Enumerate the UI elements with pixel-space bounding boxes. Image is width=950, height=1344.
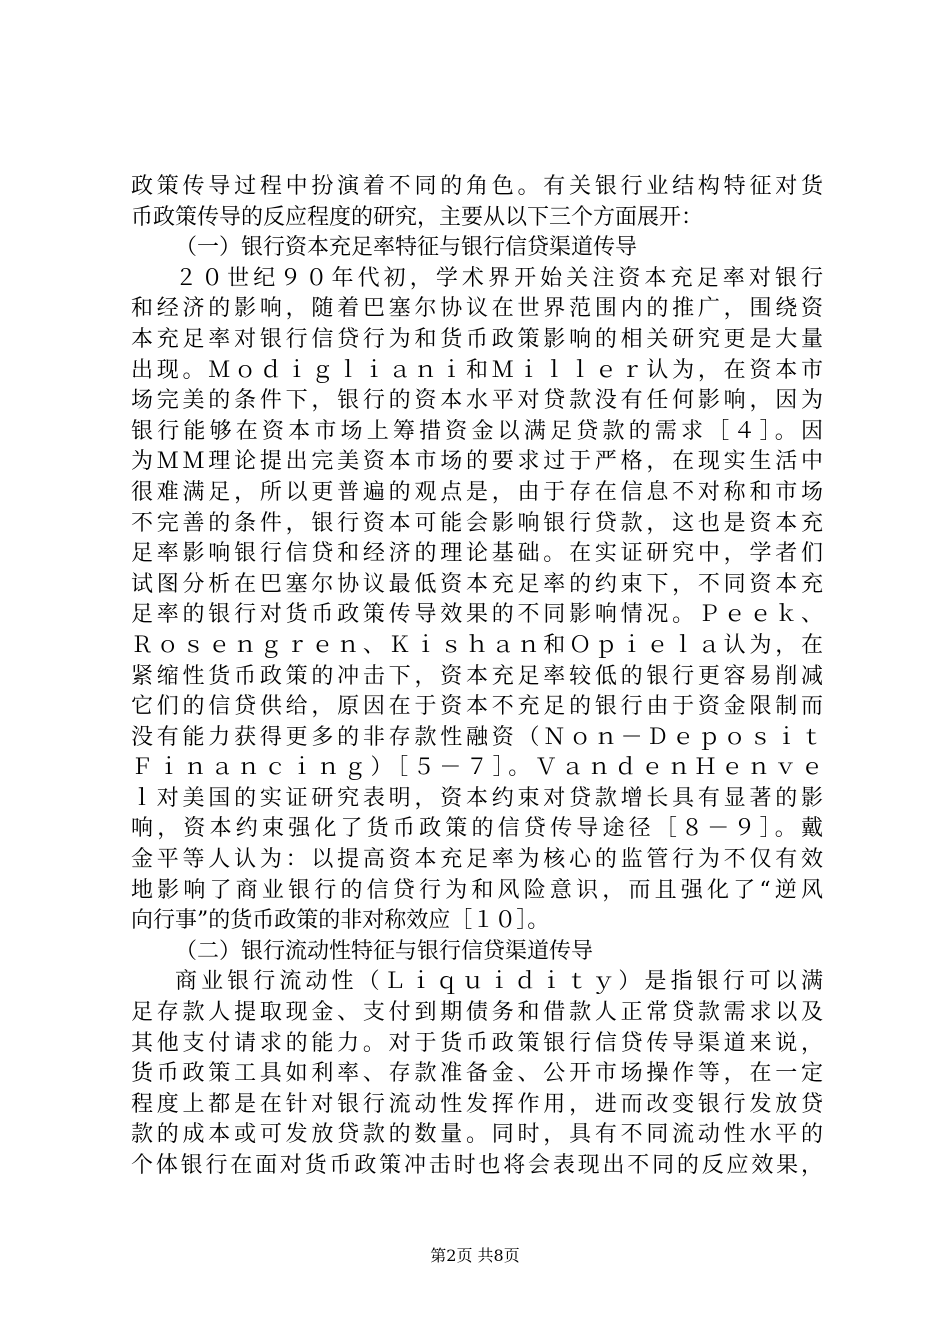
text-line: 其他支付请求的能力。对于货币政策银行信贷传导渠道来说， bbox=[131, 1030, 823, 1056]
text-line: （一）银行资本充足率特征与银行信贷渠道传导 bbox=[175, 235, 638, 261]
text-line: 它们的信贷供给，原因在于资本不充足的银行由于资金限制而 bbox=[131, 694, 823, 720]
text-line: 本充足率对银行信贷行为和货币政策影响的相关研究更是大量 bbox=[131, 326, 823, 352]
text-line: 试图分析在巴塞尔协议最低资本充足率的约束下，不同资本充 bbox=[131, 571, 823, 597]
text-line: 个体银行在面对货币政策冲击时也将会表现出不同的反应效果， bbox=[131, 1153, 823, 1178]
text-line: 足率影响银行信贷和经济的理论基础。在实证研究中，学者们 bbox=[131, 541, 823, 567]
text-line: 程度上都是在针对银行流动性发挥作用，进而改变银行发放贷 bbox=[131, 1091, 823, 1117]
text-line: 款的成本或可发放贷款的数量。同时，具有不同流动性水平的 bbox=[131, 1122, 823, 1148]
text-line: 和经济的影响，随着巴塞尔协议在世界范围内的推广，围绕资 bbox=[131, 296, 823, 322]
text-line: 没有能力获得更多的非存款性融资（Ｎｏｎ－Ｄｅｐｏｓｉｔ bbox=[131, 724, 823, 750]
text-line: 向行事”的货币政策的非对称效应［１０］。 bbox=[131, 908, 550, 934]
text-line: Ｒｏｓｅｎｇｒｅｎ、Ｋｉｓｈａｎ和Ｏｐｉｅｌａ认为，在 bbox=[131, 632, 823, 658]
page-footer: 第2页 共8页 bbox=[430, 1246, 520, 1265]
text-line: 货币政策工具如利率、存款准备金、公开市场操作等，在一定 bbox=[131, 1061, 823, 1087]
text-line: ｌ对美国的实证研究表明，资本约束对贷款增长具有显著的影 bbox=[131, 785, 823, 811]
text-line: 响，资本约束强化了货币政策的信贷传导途径［８－９］。戴 bbox=[131, 816, 823, 842]
text-line: 金平等人认为：以提高资本充足率为核心的监管行为不仅有效 bbox=[131, 847, 823, 873]
text-line: 紧缩性货币政策的冲击下，资本充足率较低的银行更容易削减 bbox=[131, 663, 823, 689]
text-line: 场完美的条件下，银行的资本水平对贷款没有任何影响，因为 bbox=[131, 388, 823, 414]
text-line: ２０世纪９０年代初，学术界开始关注资本充足率对银行 bbox=[175, 265, 823, 291]
text-line: 很难满足，所以更普遍的观点是，由于存在信息不对称和市场 bbox=[131, 479, 823, 505]
text-line: 商业银行流动性（Ｌｉｑｕｉｄｉｔｙ）是指银行可以满 bbox=[175, 969, 823, 995]
text-line: 币政策传导的反应程度的研究，主要从以下三个方面展开： bbox=[131, 204, 704, 230]
text-line: 不完善的条件，银行资本可能会影响银行贷款，这也是资本充 bbox=[131, 510, 823, 536]
text-line: 出现。Ｍｏｄｉｇｌｉａｎｉ和Ｍｉｌｌｅｒ认为，在资本市 bbox=[131, 357, 823, 383]
document-body bbox=[131, 172, 823, 1182]
text-line: 政策传导过程中扮演着不同的角色。有关银行业结构特征对货 bbox=[131, 174, 823, 199]
text-line: 足率的银行对货币政策传导效果的不同影响情况。Ｐｅｅｋ、 bbox=[131, 602, 823, 628]
text-line: 银行能够在资本市场上筹措资金以满足贷款的需求［４］。因 bbox=[131, 418, 823, 444]
text-line: （二）银行流动性特征与银行信贷渠道传导 bbox=[175, 938, 594, 964]
text-line: 足存款人提取现金、支付到期债务和借款人正常贷款需求以及 bbox=[131, 1000, 823, 1026]
text-line: 为ＭＭ理论提出完美资本市场的要求过于严格，在现实生活中 bbox=[131, 449, 823, 475]
text-line: Ｆｉｎａｎｃｉｎｇ）［５－７］。ＶａｎｄｅｎＨｅｎｖｅ bbox=[131, 755, 823, 781]
text-line: 地影响了商业银行的信贷行为和风险意识，而且强化了“逆风 bbox=[131, 877, 823, 903]
